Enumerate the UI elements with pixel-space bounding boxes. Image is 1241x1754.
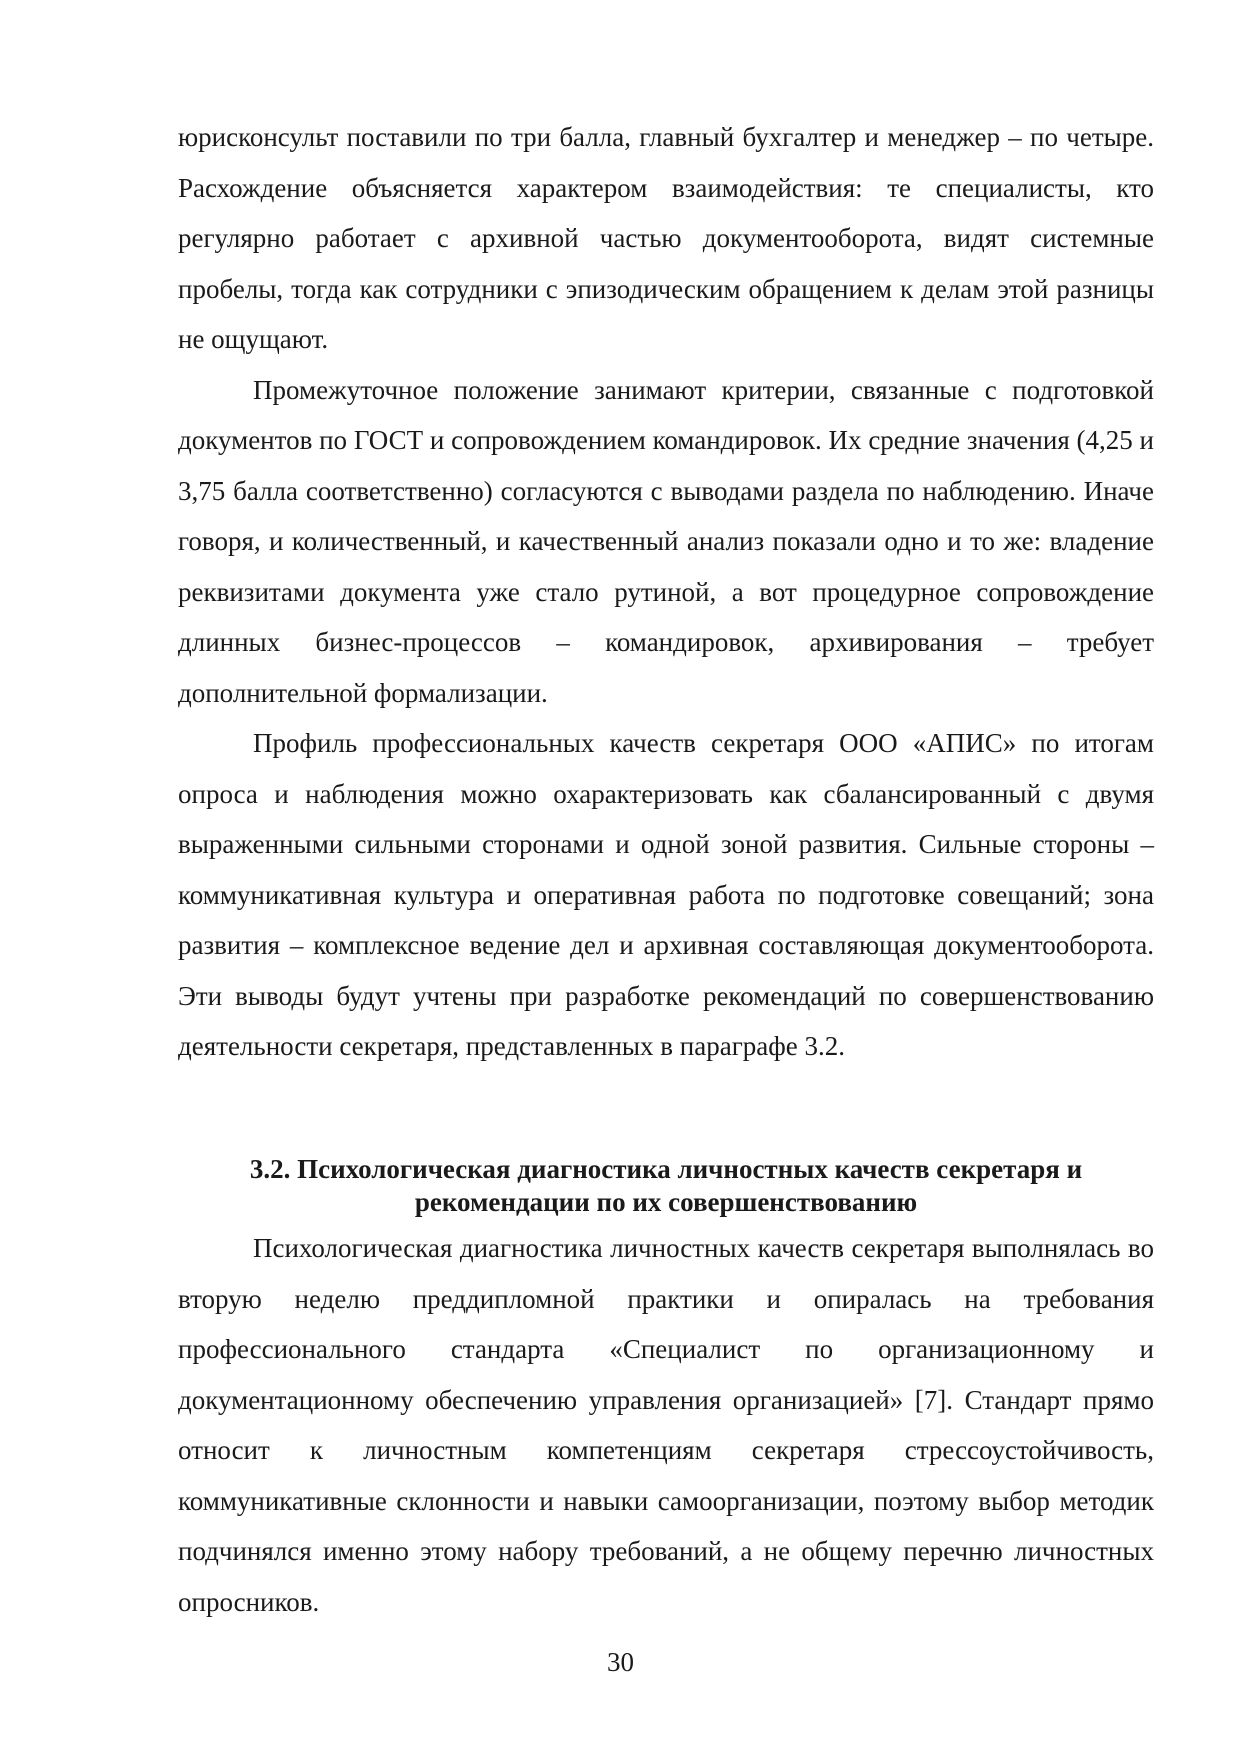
paragraph-intermediate-criteria: Промежуточное положение занимают критерии, связанные с подготовкой документов по ГОСТ и сопровождением командировок. Их средние значения (4,25 и 3,75 балла соответственно) согласуются с выводами раздела по наблюдению. Иначе говоря, и количественный, и качественный анализ показали одно и то же: владение реквизитами документа уже стало рутиной, а вот процедурное сопровождение длинных бизнес-процессов – командировок, архивирования – требует дополнительной формализации.: [178, 374, 1154, 708]
paragraph-secretary-profile: Профиль профессиональных качеств секретаря ООО «АПИС» по итогам опроса и наблюдения можно охарактеризовать как сбалансированный с двумя выраженными сильными сторонами и одной зоной развития. Сильные стороны – коммуникативная культура и оперативная работа по подготовке совещаний; зона развития – комплексное ведение дел и архивная составляющая документооборота. Эти выводы будут учтены при разработке рекомендаций по совершенствованию деятельности секретаря, представленных в параграфе 3.2.: [178, 728, 1154, 1061]
section-body-after-heading: [178, 1223, 1154, 1627]
paragraph-continuation: юрисконсульт поставили по три балла, главный бухгалтер и менеджер – по четыре. Расхождение объясняется характером взаимодействия: те специалисты, кто регулярно работает с архивной частью документооборота, видят системные пробелы, тогда как сотрудники с эпизодическим обращением к делам этой разницы не ощущают.: [178, 122, 1154, 354]
paragraph-psychological-diagnostics: Психологическая диагностика личностных качеств секретаря выполнялась во вторую неделю преддипломной практики и опиралась на требования профессионального стандарта «Специалист по организационному и документационному обеспечению управления организацией» [7]. Стандарт прямо относит к личностным компетенциям секретаря стрессоустойчивость, коммуникативные склонности и навыки самоорганизации, поэтому выбор методик подчинялся именно этому набору требований, а не общему перечню личностных опросников.: [178, 1233, 1154, 1617]
section-body-before-heading: [178, 112, 1154, 1072]
section-heading-line-1: 3.2. Психологическая диагностика личностных качеств секретаря и: [249, 1154, 1083, 1184]
page-number: 30: [607, 1647, 634, 1677]
section-heading-line-2: рекомендации по их совершенствованию: [414, 1187, 918, 1217]
section-heading: [178, 1153, 1154, 1219]
